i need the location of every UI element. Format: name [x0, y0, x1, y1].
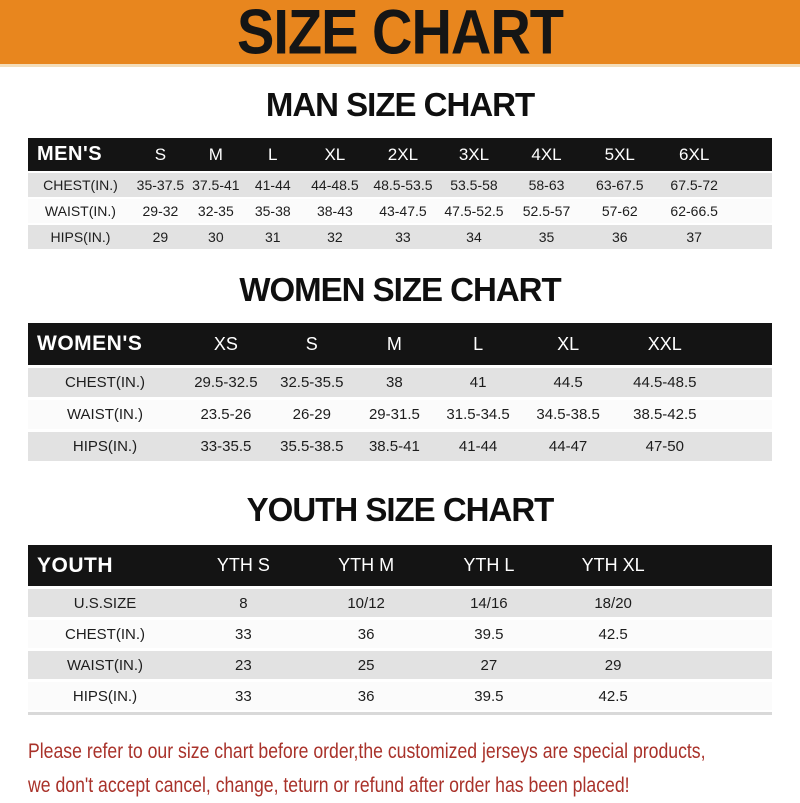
size-cell: 63-67.5	[596, 177, 644, 193]
row-header: WAIST(IN.)	[66, 406, 144, 423]
size-cell: 29	[152, 229, 169, 245]
row-header: CHEST(IN.)	[65, 625, 145, 643]
size-cell: 23.5-26	[200, 406, 252, 423]
table-row	[28, 589, 772, 617]
size-cell: 38	[386, 374, 403, 391]
column-header: YTH L	[463, 555, 515, 575]
size-cell: 33	[235, 687, 252, 705]
column-header: XS	[213, 333, 238, 354]
column-header: YTH M	[338, 555, 395, 575]
table-corner-label: MEN'S	[37, 143, 103, 165]
column-header: YTH XL	[581, 555, 645, 575]
row-header: WAIST(IN.)	[66, 656, 144, 674]
size-cell: 43-47.5	[379, 203, 427, 219]
size-cell: 38.5-41	[368, 438, 420, 455]
row-header: WAIST(IN.)	[44, 203, 116, 219]
size-cell: 47.5-52.5	[444, 203, 504, 219]
women-size-table	[28, 323, 772, 461]
size-cell: 39.5	[474, 687, 504, 705]
size-cell: 36	[611, 229, 628, 245]
size-cell: 33	[235, 625, 252, 643]
size-cell: 29-31.5	[368, 406, 420, 423]
size-cell: 39.5	[474, 625, 504, 643]
column-header: XL	[324, 144, 346, 164]
row-header: CHEST(IN.)	[43, 177, 118, 193]
column-header: 6XL	[679, 144, 710, 164]
page-title: SIZE CHART	[237, 0, 563, 67]
size-cell: 32.5-35.5	[280, 374, 344, 391]
size-cell: 41	[469, 374, 487, 391]
size-cell: 31	[264, 229, 281, 245]
table-header-row	[28, 138, 772, 171]
size-cell: 30	[208, 229, 224, 245]
row-header: U.S.SIZE	[73, 594, 137, 612]
size-cell: 31.5-34.5	[446, 406, 510, 423]
size-cell: 44.5-48.5	[633, 374, 697, 391]
table-row	[28, 651, 772, 679]
column-header: 2XL	[387, 144, 419, 164]
column-header: 5XL	[604, 144, 635, 164]
table-header-row	[28, 323, 772, 365]
size-cell: 37	[686, 229, 702, 245]
size-cell: 58-63	[528, 177, 565, 193]
row-header: HIPS(IN.)	[50, 229, 111, 245]
table-row	[28, 173, 772, 197]
row-header: HIPS(IN.)	[72, 687, 138, 705]
women-section-heading: WOMEN SIZE CHART	[239, 271, 561, 308]
size-cell: 57-62	[601, 203, 638, 219]
table-row	[28, 432, 772, 461]
size-cell: 33-35.5	[200, 438, 252, 455]
footer-note	[0, 715, 800, 803]
column-header: M	[208, 144, 223, 164]
table-row	[28, 620, 772, 648]
footer-note-line-2: we don't accept cancel, change, teturn or refund after order has been placed!	[28, 774, 630, 797]
column-header: M	[386, 333, 402, 354]
size-cell: 52.5-57	[522, 203, 571, 219]
men-size-table	[28, 138, 772, 249]
table-row	[28, 400, 772, 429]
size-cell: 14/16	[470, 594, 508, 612]
size-cell: 29-32	[142, 203, 179, 219]
youth-size-table	[28, 545, 772, 715]
size-cell: 35	[538, 229, 555, 245]
column-header: L	[473, 333, 484, 354]
size-cell: 35-37.5	[136, 177, 185, 193]
size-cell: 33	[395, 229, 411, 245]
size-cell: 34.5-38.5	[536, 406, 600, 423]
row-header: HIPS(IN.)	[72, 438, 138, 455]
column-header: XXL	[647, 333, 682, 354]
size-cell: 38.5-42.5	[633, 406, 697, 423]
size-cell: 44.5	[553, 374, 583, 391]
size-cell: 23	[235, 656, 252, 674]
size-cell: 53.5-58	[450, 177, 498, 193]
column-header: 3XL	[458, 144, 490, 164]
table-corner-label: WOMEN'S	[37, 332, 143, 355]
row-header: CHEST(IN.)	[65, 374, 145, 391]
section-women	[0, 271, 800, 461]
size-cell: 10/12	[347, 594, 385, 612]
size-cell: 29	[604, 656, 622, 674]
size-cell: 42.5	[598, 687, 628, 705]
column-header: L	[268, 144, 278, 164]
size-cell: 37.5-41	[192, 177, 240, 193]
size-cell: 27	[480, 656, 498, 674]
size-cell: 35.5-38.5	[280, 438, 344, 455]
column-header: S	[305, 333, 318, 354]
size-cell: 67.5-72	[670, 177, 718, 193]
size-cell: 62-66.5	[670, 203, 718, 219]
size-cell: 36	[357, 625, 375, 643]
table-row	[28, 368, 772, 397]
table-row	[28, 199, 772, 223]
size-cell: 8	[239, 594, 248, 612]
size-cell: 42.5	[598, 625, 628, 643]
youth-section-heading: YOUTH SIZE CHART	[246, 491, 554, 528]
size-cell: 34	[466, 229, 482, 245]
banner	[0, 0, 800, 67]
column-header: S	[154, 144, 167, 164]
table-row	[28, 682, 772, 710]
column-header: 4XL	[531, 144, 562, 164]
size-cell: 18/20	[594, 594, 632, 612]
size-cell: 41-44	[254, 177, 291, 193]
size-cell: 48.5-53.5	[373, 177, 433, 193]
size-cell: 47-50	[645, 438, 684, 455]
men-section-heading: MAN SIZE CHART	[265, 86, 535, 123]
size-cell: 29.5-32.5	[194, 374, 258, 391]
table-row	[28, 225, 772, 249]
size-cell: 32-35	[197, 203, 234, 219]
size-cell: 26-29	[292, 406, 331, 423]
section-youth	[0, 491, 800, 715]
section-men	[0, 86, 800, 249]
size-cell: 38-43	[316, 203, 353, 219]
column-header: XL	[557, 333, 580, 354]
table-corner-label: YOUTH	[37, 553, 113, 577]
size-cell: 32	[327, 229, 343, 245]
size-cell: 41-44	[458, 438, 498, 455]
size-cell: 36	[357, 687, 375, 705]
column-header: YTH S	[216, 555, 270, 575]
size-cell: 44-47	[548, 438, 588, 455]
footer-note-line-1: Please refer to our size chart before order,the customized jerseys are special products,	[28, 740, 706, 763]
size-cell: 25	[357, 656, 375, 674]
size-cell: 35-38	[254, 203, 291, 219]
size-cell: 44-48.5	[311, 177, 359, 193]
table-header-row	[28, 545, 772, 586]
